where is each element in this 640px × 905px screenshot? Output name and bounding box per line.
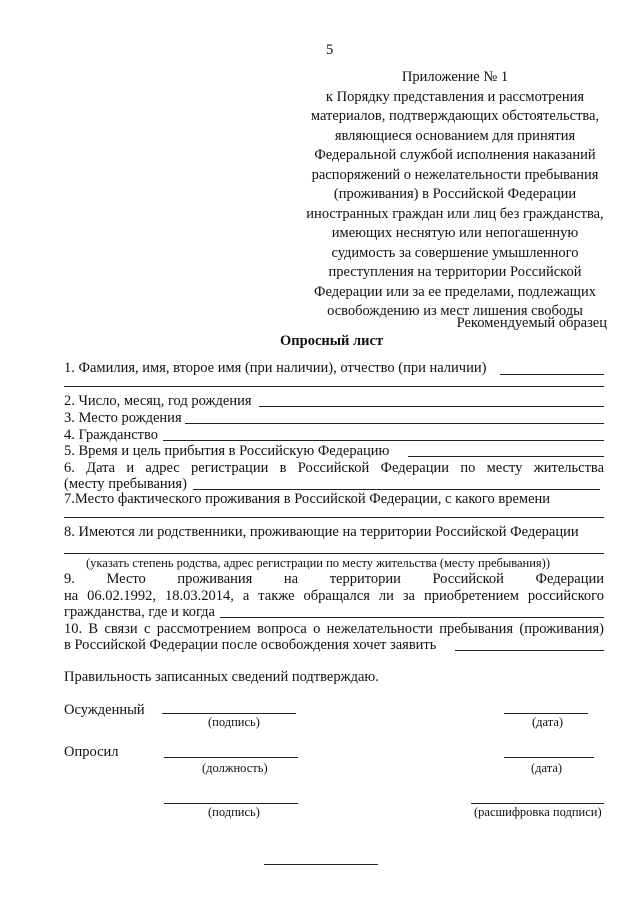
header-line: к Порядку представления и рассмотрения [325,88,585,105]
question-10-cont: в Российской Федерации после освобождения хочет заявить [64,637,437,653]
question-2: 2. Число, месяц, год рождения [64,393,252,409]
header-line: иностранных граждан или лиц без гражданства, [306,205,604,222]
question-6: 6. Дата и адрес регистрации в Российской Федерации по месту жительства [64,460,604,476]
confirmation-text: Правильность записанных сведений подтверждаю. [64,669,379,685]
interviewer-date-line [504,757,594,758]
header-line: являющиеся основанием для принятия [334,127,576,144]
convicted-date-line [504,713,588,714]
header-line: материалов, подтверждающих обстоятельства, [310,108,600,124]
question-4: 4. Гражданство [64,427,159,443]
decoding-hint: (расшифровка подписи) [474,805,602,819]
convicted-label: Осужденный [64,702,145,718]
interviewer-label: Опросил [64,744,119,760]
interviewer-position-line [164,757,298,758]
header-line: Федеральной службой исполнения наказаний [314,147,596,163]
header-line: (проживания) в Российской Федерации [333,186,577,202]
question-6-cont: (месту пребывания) [64,476,187,492]
question-1: 1. Фамилия, имя, второе имя (при наличии), отчество (при наличии) [64,360,487,376]
signature-decoding-line [471,803,604,804]
position-hint: (должность) [202,761,268,775]
appendix-header [290,70,620,324]
question-9: 9. Место проживания на территории Российской Федерации [64,571,604,587]
answer-line-1 [500,374,604,375]
form-title: Опросный лист [280,333,384,349]
interviewer-signature-line [164,803,298,804]
date-hint-2: (дата) [531,761,563,775]
question-3: 3. Место рождения [64,410,182,426]
question-9-cont: на 06.02.1992, 18.03.2014, а также обращался ли за приобретением российского [64,588,604,604]
question-10: 10. В связи с рассмотрением вопроса о нежелательности пребывания (проживания) [64,621,604,637]
question-5: 5. Время и цель прибытия в Российскую Федерацию [64,443,390,459]
answer-line-7 [64,517,604,518]
header-line: судимость за совершение умышленного [331,244,579,261]
header-line: имеющих неснятую или непогашенную [331,225,579,241]
answer-line-1b [64,386,604,387]
question-7: 7.Место фактического проживания в Российской Федерации, с какого времени [64,491,551,507]
answer-line-2 [259,406,604,407]
answer-line-4 [163,440,604,441]
header-line: Приложение № 1 [401,69,509,85]
answer-line-5 [408,456,604,457]
answer-line-3 [185,423,604,424]
convicted-signature-line [162,713,296,714]
answer-line-10 [455,650,604,651]
signature-hint: (подпись) [208,715,260,729]
date-hint: (дата) [532,715,564,729]
footer-rule [264,864,378,865]
header-line: Федерации или за ее пределами, подлежащих [314,283,596,300]
question-9-cont2: гражданства, где и когда [64,604,215,620]
question-8-hint: (указать степень родства, адрес регистрации по месту жительства (месту пребывания)) [86,556,551,570]
recommended-sample-label: Рекомендуемый образец [456,315,607,331]
header-line: преступления на территории Российской [328,264,582,280]
header-line: распоряжений о нежелательности пребывания [311,166,599,183]
answer-line-9 [220,617,604,618]
page-number: 5 [326,42,334,58]
question-8: 8. Имеются ли родственники, проживающие на территории Российской Федерации [64,524,579,540]
header-line: освобождению из мест лишения свободы [327,303,583,319]
signature-hint-2: (подпись) [208,805,260,819]
answer-line-6 [193,489,600,490]
answer-line-8 [64,553,604,554]
